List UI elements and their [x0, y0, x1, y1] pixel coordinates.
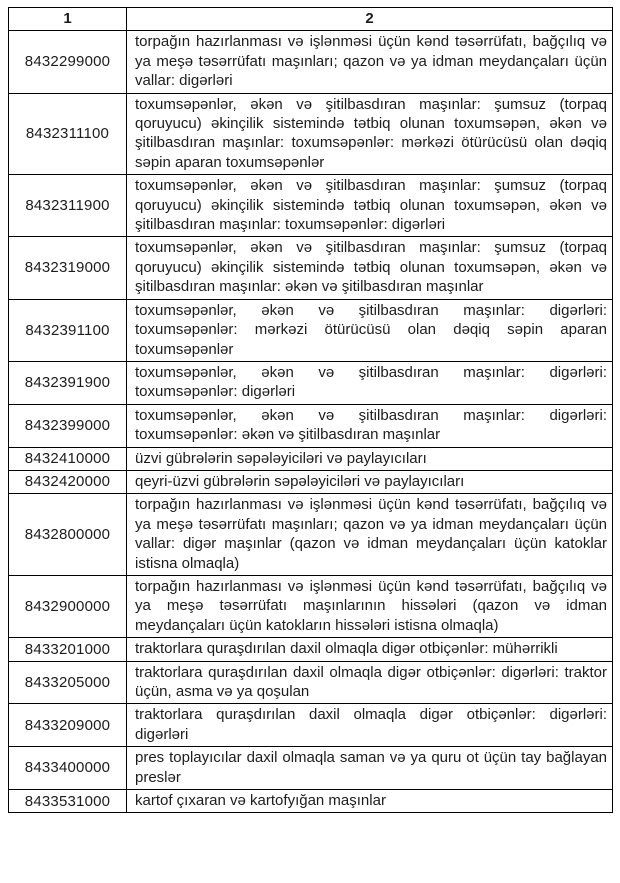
description-cell: kartof çıxaran və kartofyığan maşınlar — [127, 790, 613, 813]
code-cell: 8433400000 — [9, 747, 127, 790]
table-row — [9, 470, 613, 493]
table-header-row — [9, 8, 613, 31]
description-cell: toxumsəpənlər, əkən və şitilbasdıran maşınlar: digərləri: toxumsəpənlər: əkən və şitilbasdıran maşınlar — [127, 404, 613, 447]
table-row — [9, 237, 613, 299]
code-cell: 8432399000 — [9, 404, 127, 447]
description-cell: traktorlara quraşdırılan daxil olmaqla digər otbiçənlər: digərləri: traktor üçün, asma və ya qoşulan — [127, 661, 613, 704]
description-cell: torpağın hazırlanması və işlənməsi üçün kənd təsərrüfatı, bağçılıq və ya meşə təsərrüfatı maşınları; qazon və ya idman meydançaları üçün vallar: digərləri — [127, 31, 613, 93]
table-row — [9, 790, 613, 813]
code-cell: 8432410000 — [9, 447, 127, 470]
table-row — [9, 299, 613, 361]
table-row — [9, 661, 613, 704]
code-cell: 8432299000 — [9, 31, 127, 93]
description-cell: traktorlara quraşdırılan daxil olmaqla digər otbiçənlər: digərləri: digərləri — [127, 704, 613, 747]
table-row — [9, 404, 613, 447]
code-cell: 8432391100 — [9, 299, 127, 361]
description-cell: toxumsəpənlər, əkən və şitilbasdıran maşınlar: digərləri: toxumsəpənlər: mərkəzi ötürücüsü olan dəqiq səpin aparan toxumsəpənlər — [127, 299, 613, 361]
description-cell: toxumsəpənlər, əkən və şitilbasdıran maşınlar: şumsuz (torpaq qoruyucu) əkinçilik sistemində tətbiq olunan toxumsəpən, əkən və şitilbasdıran maşınlar: toxumsəpənlər: mərkəzi ötürücüsü olan dəqiq səpin aparan toxumsəpənlər — [127, 93, 613, 175]
table-row — [9, 93, 613, 175]
table-row — [9, 494, 613, 576]
code-cell: 8432311100 — [9, 93, 127, 175]
code-cell: 8433209000 — [9, 704, 127, 747]
description-cell: pres toplayıcılar daxil olmaqla saman və ya quru ot üçün tay bağlayan preslər — [127, 747, 613, 790]
code-cell: 8432900000 — [9, 575, 127, 637]
code-cell: 8432311900 — [9, 175, 127, 237]
code-cell: 8433205000 — [9, 661, 127, 704]
description-cell: traktorlara quraşdırılan daxil olmaqla digər otbiçənlər: mühərrikli — [127, 638, 613, 661]
code-cell: 8432391900 — [9, 361, 127, 404]
code-cell: 8433531000 — [9, 790, 127, 813]
description-cell: üzvi gübrələrin səpələyiciləri və paylayıcıları — [127, 447, 613, 470]
tariff-code-table — [8, 7, 613, 813]
description-cell: toxumsəpənlər, əkən və şitilbasdıran maşınlar: şumsuz (torpaq qoruyucu) əkinçilik sistemində tətbiq olunan toxumsəpən, əkən və şitilbasdıran maşınlar: toxumsəpənlər: digərləri — [127, 175, 613, 237]
code-cell: 8432420000 — [9, 470, 127, 493]
table-row — [9, 175, 613, 237]
header-description-column: 2 — [127, 8, 613, 31]
description-cell: torpağın hazırlanması və işlənməsi üçün kənd təsərrüfatı, bağçılıq və ya meşə təsərrüfatı maşınları; qazon və ya idman meydançaları üçün vallar: digər maşınlar (qazon və idman meydançaları üçün katoklar istisna olmaqla) — [127, 494, 613, 576]
code-cell: 8433201000 — [9, 638, 127, 661]
code-cell: 8432319000 — [9, 237, 127, 299]
table-row — [9, 447, 613, 470]
description-cell: toxumsəpənlər, əkən və şitilbasdıran maşınlar: digərləri: toxumsəpənlər: digərləri — [127, 361, 613, 404]
table-row — [9, 31, 613, 93]
table-row — [9, 747, 613, 790]
table-row — [9, 638, 613, 661]
table-row — [9, 361, 613, 404]
table-row — [9, 575, 613, 637]
code-cell: 8432800000 — [9, 494, 127, 576]
header-code-column: 1 — [9, 8, 127, 31]
table-row — [9, 704, 613, 747]
description-cell: torpağın hazırlanması və işlənməsi üçün kənd təsərrüfatı, bağçılıq və ya meşə təsərrüfatı maşınlarının hissələri (qazon və idman meydançaları üçün katokların hissələri istisna olmaqla) — [127, 575, 613, 637]
description-cell: toxumsəpənlər, əkən və şitilbasdıran maşınlar: şumsuz (torpaq qoruyucu) əkinçilik sistemində tətbiq olunan toxumsəpən, əkən və şitilbasdıran maşınlar: əkən və şitilbasdıran maşınlar — [127, 237, 613, 299]
description-cell: qeyri-üzvi gübrələrin səpələyiciləri və paylayıcıları — [127, 470, 613, 493]
